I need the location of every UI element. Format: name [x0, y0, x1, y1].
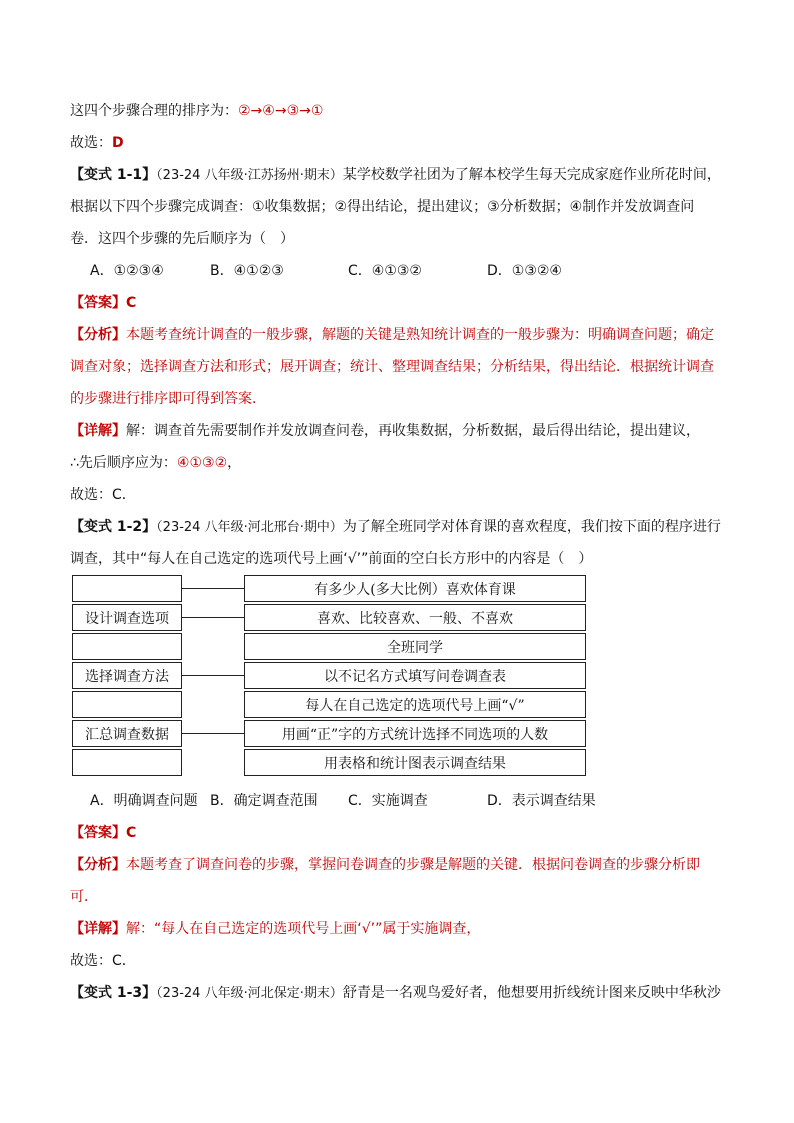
- flow-right-box-1: 有多少人(多大比例）喜欢体育课: [244, 575, 586, 602]
- v13-tag: 【变式 1-3】: [70, 985, 157, 1001]
- v12-analysis-line2: 可．: [70, 889, 98, 905]
- v11-analysis-line1: [70, 326, 714, 344]
- v13-question-line1: [70, 984, 721, 1003]
- flow-right-box-4: 以不记名方式填写问卷调查表: [244, 662, 586, 689]
- v12-choose: 故选：C．: [70, 953, 136, 969]
- order-value: ②→④→③→①: [238, 103, 324, 119]
- v12-option-a: A．明确调查问题: [90, 793, 198, 809]
- v12-q1: 为了解全班同学对体育课的喜欢程度，我们按下面的程序进行: [342, 519, 721, 535]
- v12-tag: 【变式 1-2】: [70, 519, 157, 535]
- v11-analysis-text1: 本题考查统计调查的一般步骤，解题的关键是熟知统计调查的一般步骤为：明确调查问题；确定: [126, 327, 714, 343]
- v12-answer-tag: 【答案】: [70, 825, 126, 841]
- flow-right-box-5: 每人在自己选定的选项代号上画“√”: [244, 691, 586, 718]
- v12-question-line1: [70, 518, 721, 537]
- v11-detail-suffix: ，: [227, 455, 242, 471]
- flow-right-box-6: 用画“正”字的方式统计选择不同选项的人数: [244, 720, 586, 747]
- v12-option-b: B．确定调查范围: [210, 793, 318, 809]
- choose-prefix: 故选：: [70, 135, 112, 151]
- v11-detail-prefix: ∴先后顺序应为：: [70, 455, 177, 471]
- v12-detail-tag: 【详解】: [70, 921, 126, 937]
- v11-answer-value: C: [126, 295, 137, 311]
- v11-question-line1: [70, 166, 721, 185]
- v12-answer-value: C: [126, 825, 137, 841]
- flow-connector-6: [182, 733, 244, 734]
- v12-option-c: C．实施调查: [348, 793, 428, 809]
- flow-left-box-1: [72, 575, 182, 602]
- v11-detail-tag: 【详解】: [70, 423, 126, 439]
- v12-option-d: D．表示调查结果: [487, 793, 596, 809]
- v12-analysis-line1: [70, 856, 700, 874]
- v12-analysis-text1: 本题考查了调查问卷的步骤，掌握问卷调查的步骤是解题的关键．根据问卷调查的步骤分析即: [126, 857, 700, 873]
- v11-question-line3: 卷．这四个步骤的先后顺序为（ ）: [70, 231, 294, 247]
- flow-connector-2: [182, 617, 244, 618]
- v11-analysis-line2: 调查对象；选择调查方法和形式；展开调查；统计、整理调查结果；分析结果，得出结论．根据统计调查: [70, 359, 714, 375]
- v11-choose: 故选：C．: [70, 487, 136, 503]
- order-line: [70, 102, 323, 120]
- flow-right-box-3: 全班同学: [244, 633, 586, 660]
- v11-question-line2: 根据以下四个步骤完成调查：①收集数据；②得出结论，提出建议；③分析数据；④制作并发放调查问: [70, 199, 695, 215]
- v12-detail-line1: [70, 920, 480, 938]
- v12-analysis-tag: 【分析】: [70, 857, 126, 873]
- order-prefix: 这四个步骤合理的排序为：: [70, 103, 238, 119]
- v12-question-line2: 调查，其中“每人在自己选定的选项代号上画‘√’”前面的空白长方形中的内容是（ ）: [70, 551, 593, 567]
- flow-left-box-4: 选择调查方法: [72, 662, 182, 689]
- v13-source: （23-24 八年级·河北保定·期末）: [156, 986, 343, 1001]
- v12-source: （23-24 八年级·河北邢台·期中）: [156, 520, 343, 535]
- v11-analysis-tag: 【分析】: [70, 327, 126, 343]
- flow-connector-1: [182, 588, 244, 589]
- v12-detail-text1: 解：“每人在自己选定的选项代号上画‘√’”属于实施调查，: [126, 921, 481, 937]
- flow-connector-4: [182, 675, 244, 676]
- v11-option-d: D．①③②④: [487, 263, 562, 279]
- v11-detail-line1: [70, 422, 700, 440]
- flow-left-box-7: [72, 749, 182, 776]
- v11-detail-text1: 解：调查首先需要制作并发放调查问卷，再收集数据，分析数据，最后得出结论，提出建议，: [126, 423, 700, 439]
- flow-left-box-2: 设计调查选项: [72, 604, 182, 631]
- v11-analysis-line3: 的步骤进行排序即可得到答案．: [70, 391, 266, 407]
- v11-option-a: A．①②③④: [90, 263, 164, 279]
- v11-detail-line2: [70, 454, 241, 472]
- v11-detail-value: ④①③②: [176, 455, 228, 471]
- flow-left-box-6: 汇总调查数据: [72, 720, 182, 747]
- flow-right-box-7: 用表格和统计图表示调查结果: [244, 749, 586, 776]
- v11-answer-tag: 【答案】: [70, 295, 126, 311]
- flow-right-box-2: 喜欢、比较喜欢、一般、不喜欢: [244, 604, 586, 631]
- v11-source: （23-24 八年级·江苏扬州·期末）: [156, 168, 343, 183]
- flow-left-box-5: [72, 691, 182, 718]
- choose-value: D: [112, 135, 124, 151]
- choose-line: [70, 134, 124, 152]
- v11-tag: 【变式 1-1】: [70, 167, 157, 183]
- v13-q1: 舒青是一名观鸟爱好者，他想要用折线统计图来反映中华秋沙: [342, 985, 721, 1001]
- v11-q1: 某学校数学社团为了解本校学生每天完成家庭作业所花时间，: [342, 167, 721, 183]
- v11-answer-line: [70, 294, 136, 312]
- flow-left-box-3: [72, 633, 182, 660]
- v12-answer-line: [70, 824, 136, 842]
- v11-option-c: C．④①③②: [348, 263, 422, 279]
- v11-option-b: B．④①②③: [210, 263, 284, 279]
